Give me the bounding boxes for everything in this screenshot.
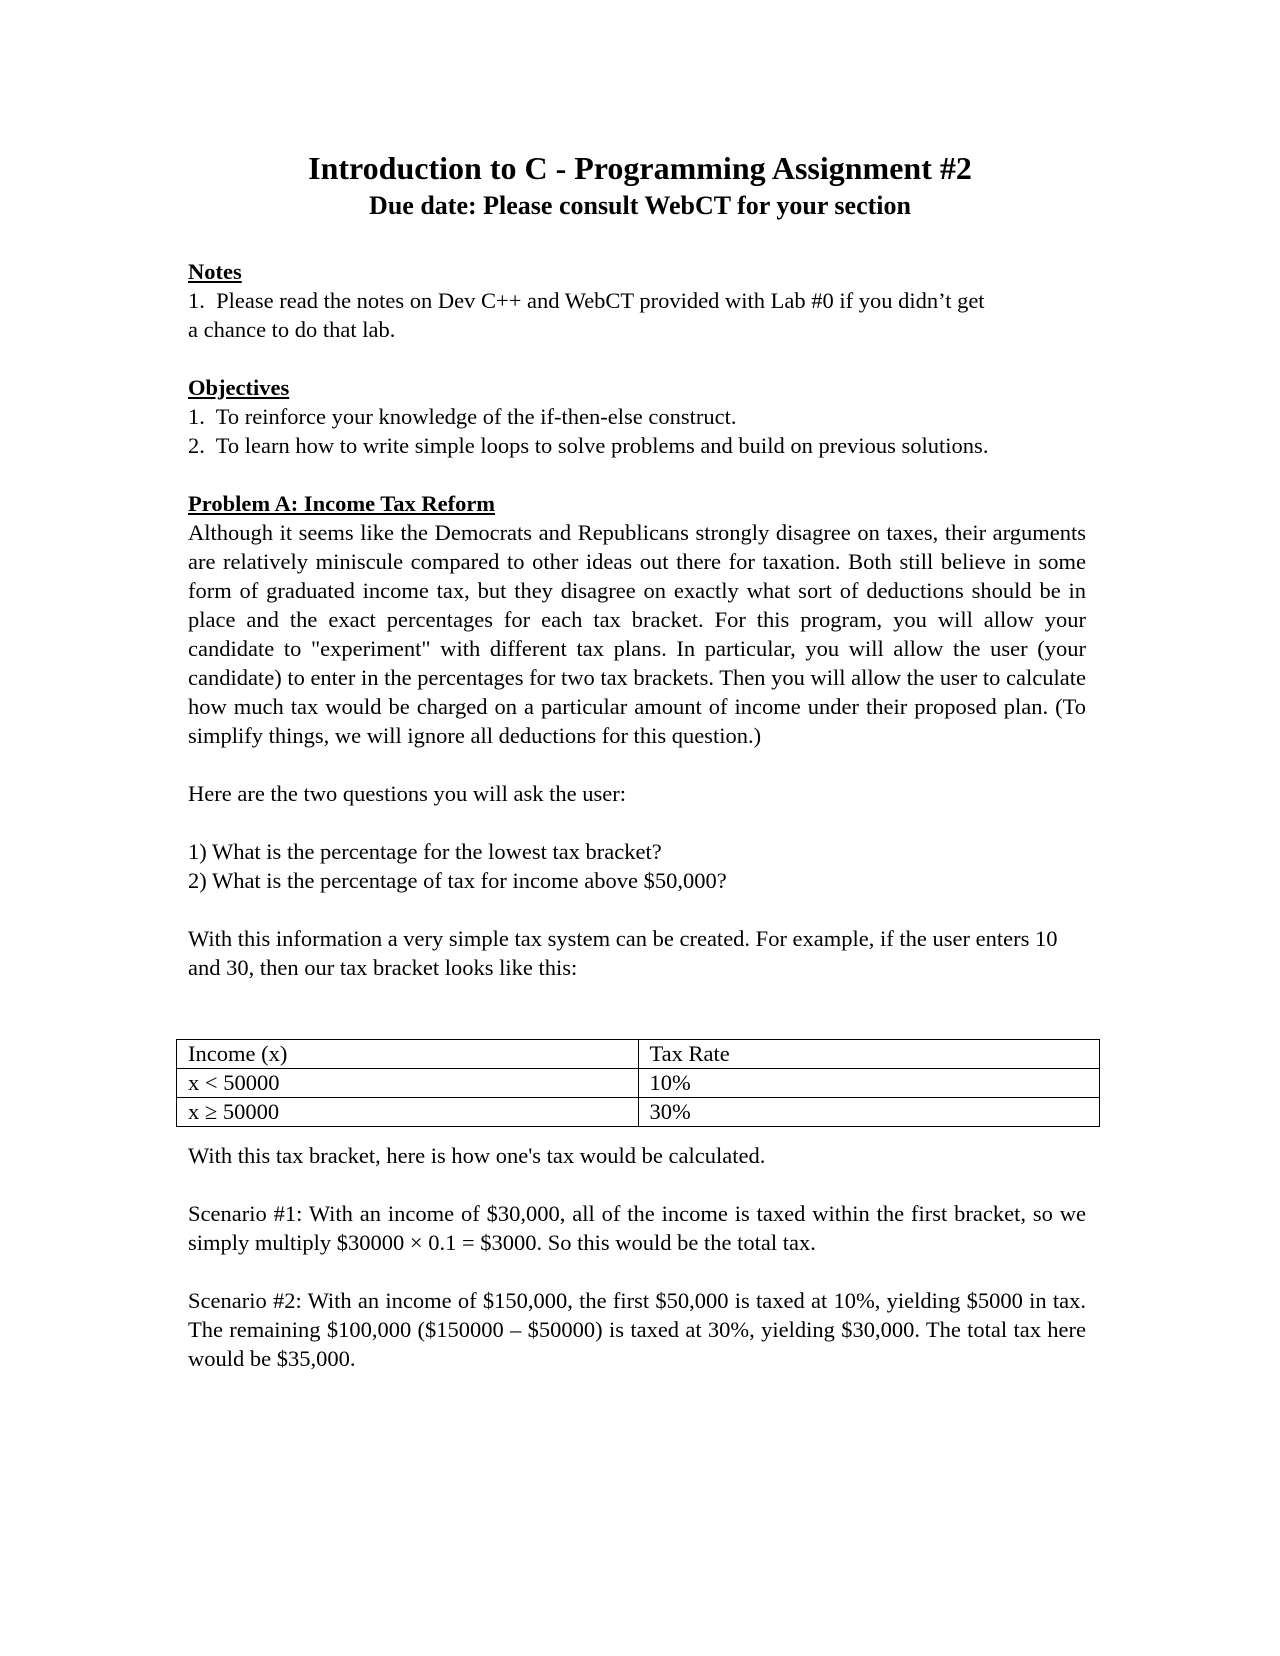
notes-item-1-line-1: 1. Please read the notes on Dev C++ and WebCT provided with Lab #0 if you didn’t get xyxy=(188,288,985,313)
table-cell: x < 50000 xyxy=(177,1069,639,1098)
problem-a-heading: Problem A: Income Tax Reform xyxy=(188,491,496,516)
table-header-row xyxy=(177,1040,1100,1069)
table-cell: x ≥ 50000 xyxy=(177,1098,639,1127)
table-header-cell: Income (x) xyxy=(177,1040,639,1069)
scenario-2-paragraph: Scenario #2: With an income of $150,000, the first $50,000 is taxed at 10%, yielding $5000 in tax. The remaining $100,000 ($150000 – $50000) is taxed at 30%, yielding $30,000. The total tax here would be $35,000. xyxy=(188,1288,1086,1371)
example-intro-paragraph: With this information a very simple tax system can be created. For example, if the user enters 10 and 30, then our tax bracket looks like this: xyxy=(188,926,1058,980)
question-item: 1) What is the percentage for the lowest tax bracket? xyxy=(188,839,662,864)
table-cell: 10% xyxy=(638,1069,1100,1098)
problem-a-intro-paragraph: Although it seems like the Democrats and Republicans strongly disagree on taxes, their arguments are relatively miniscule compared to other ideas out there for taxation. Both still believe in some form of graduated income tax, but they disagree on exactly what sort of deductions should be in place and the exact percentages for each tax bracket. For this program, you will allow your candidate to "experiment" with different tax plans. In particular, you will allow the user (your candidate) to enter in the percentages for two tax brackets. Then you will allow the user to calculate how much tax would be charged on a particular amount of income under their proposed plan. (To simplify things, we will ignore all deductions for this question.) xyxy=(188,520,1086,748)
calculation-intro: With this tax bracket, here is how one's tax would be calculated. xyxy=(188,1143,766,1168)
table-cell: 30% xyxy=(638,1098,1100,1127)
notes-heading: Notes xyxy=(188,259,242,284)
due-date-subtitle: Due date: Please consult WebCT for your section xyxy=(369,191,911,220)
objectives-heading: Objectives xyxy=(188,375,290,400)
notes-objectives-section xyxy=(188,257,1086,982)
questions-intro: Here are the two questions you will ask the user: xyxy=(188,781,627,806)
table-header-cell: Tax Rate xyxy=(638,1040,1100,1069)
objective-item: 1. To reinforce your knowledge of the if-then-else construct. xyxy=(188,404,737,429)
scenario-1-paragraph: Scenario #1: With an income of $30,000, all of the income is taxed within the first bracket, so we simply multiply $30000 × 0.1 = $3000. So this would be the total tax. xyxy=(188,1201,1086,1255)
table-row xyxy=(177,1098,1100,1127)
table-row xyxy=(177,1069,1100,1098)
tax-bracket-table xyxy=(176,1039,1100,1127)
document-title: Introduction to C - Programming Assignment #2 xyxy=(308,150,972,186)
question-item: 2) What is the percentage of tax for income above $50,000? xyxy=(188,868,727,893)
notes-item-1-line-2: a chance to do that lab. xyxy=(188,317,396,342)
scenarios-section xyxy=(188,1141,1086,1373)
objective-item: 2. To learn how to write simple loops to solve problems and build on previous solutions. xyxy=(188,433,989,458)
